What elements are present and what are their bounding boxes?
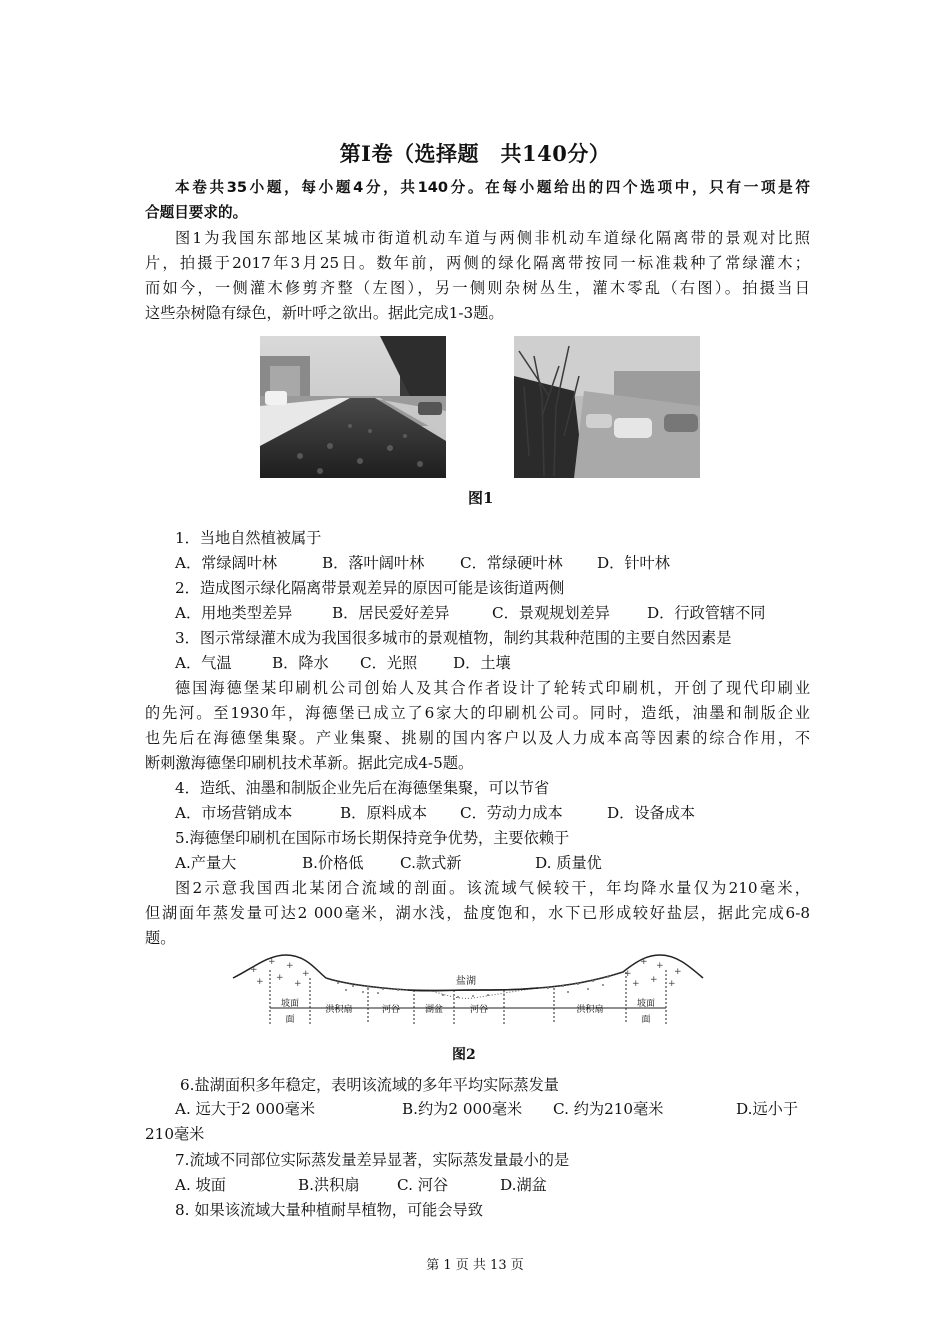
zone-label-slope-left: 坡面 [280, 999, 300, 1009]
figure2-cross-section [228, 950, 708, 1032]
q6-option-d: D.远小于 [736, 1100, 799, 1118]
passage2-line-3: 也先后在海德堡集聚。产业集聚、挑剔的国内客户以及人力成本高等因素的综合作用，不 [145, 729, 810, 747]
intro-line-1: 本卷共35小题，每小题4分，共140分。在每小题给出的四个选项中，只有一项是符 [175, 179, 810, 196]
figure1-caption: 图1 [468, 489, 494, 507]
svg-text:+: + [640, 957, 648, 967]
q5-option-d: D. 质量优 [535, 854, 602, 872]
q6-option-c: C. 约为210毫米 [553, 1100, 664, 1118]
intro-line-2: 合题目要求的。 [145, 204, 248, 221]
q6-stem: 6.盐湖面积多年稳定，表明该流域的多年平均实际蒸发量 [180, 1076, 559, 1094]
q5-option-c: C.款式新 [400, 854, 462, 872]
q5-option-a: A.产量大 [175, 854, 237, 872]
q1-option-a: A．常绿阔叶林 [175, 554, 278, 572]
q3-option-d: D．土壤 [453, 654, 511, 672]
figure2-caption: 图2 [452, 1047, 476, 1063]
passage1-line-4: 这些杂树隐有绿色，新叶呼之欲出。据此完成1-3题。 [145, 304, 504, 322]
figure1-left-photo [260, 336, 446, 478]
q4-option-b: B．原料成本 [340, 804, 428, 822]
svg-text:+: + [624, 969, 632, 979]
q2-option-c: C．景观规划差异 [492, 604, 610, 622]
svg-text:+: + [674, 967, 682, 977]
passage3-line-2: 但湖面年蒸发量可达2 000毫米，湖水浅，盐度饱和，水下已形成较好盐层，据此完成6-8 [145, 904, 810, 922]
page-footer: 第 1 页 共 13 页 [426, 1258, 524, 1273]
q4-option-a: A．市场营销成本 [175, 804, 293, 822]
q7-stem: 7.流域不同部位实际蒸发量差异显著，实际蒸发量最小的是 [175, 1151, 570, 1169]
zone-label-valley-right: 河谷 [469, 1005, 489, 1015]
zone-label-valley-left: 河谷 [381, 1005, 401, 1015]
q6-option-d-wrap: 210毫米 [145, 1125, 205, 1143]
passage3-line-1: 图2示意我国西北某闭合流域的剖面。该流域气候较干，年均降水量仅为210毫米， [175, 879, 810, 897]
zone-label-lake-basin: 湖盆 [424, 1005, 444, 1015]
svg-text:+: + [268, 957, 276, 967]
q4-option-d: D．设备成本 [607, 804, 696, 822]
q7-option-a: A. 坡面 [175, 1176, 226, 1194]
passage1-line-3: 而如今，一侧灌木修剪齐整（左图），另一侧则杂树丛生，灌木零乱（右图）。拍摄当日 [145, 279, 810, 297]
lake-label: 盐湖 [456, 976, 476, 987]
svg-text:+: + [650, 975, 658, 985]
q1-option-c: C．常绿硬叶林 [460, 554, 563, 572]
q2-option-d: D．行政管辖不同 [647, 604, 766, 622]
q3-option-b: B．降水 [272, 654, 329, 672]
q4-stem: 4．造纸、油墨和制版企业先后在海德堡集聚，可以节省 [175, 779, 550, 797]
svg-text:+: + [656, 961, 664, 971]
q3-option-a: A．气温 [175, 654, 232, 672]
passage2-line-2: 的先河。至1930年，海德堡已成立了6家大的印刷机公司。同时，造纸，油墨和制版企业 [145, 704, 810, 722]
svg-text:+: + [632, 979, 640, 989]
q4-option-c: C．劳动力成本 [460, 804, 563, 822]
q2-stem: 2．造成图示绿化隔离带景观差异的原因可能是该街道两侧 [175, 579, 565, 597]
q5-option-b: B.价格低 [302, 854, 364, 872]
passage3-line-3: 题。 [145, 929, 176, 947]
svg-text:+: + [294, 979, 302, 989]
q7-option-d: D.湖盆 [500, 1176, 547, 1194]
zone-label-fan-left: 洪积扇 [325, 1005, 353, 1015]
svg-text:面: 面 [285, 1015, 295, 1025]
q6-option-a: A. 远大于2 000毫米 [175, 1100, 316, 1118]
figure1-right-photo [514, 336, 700, 478]
passage2-line-4: 断刺激海德堡印刷机技术革新。据此完成4-5题。 [145, 754, 474, 772]
svg-text:+: + [286, 961, 294, 971]
passage1-line-2: 片，拍摄于2017年3月25日。数年前，两侧的绿化隔离带按同一标准栽种了常绿灌木； [145, 254, 810, 272]
q3-option-c: C．光照 [360, 654, 418, 672]
section-title: 第Ⅰ卷（选择题 共140分） [339, 141, 611, 166]
lake-surface-line [408, 988, 538, 990]
passage2-line-1: 德国海德堡某印刷机公司创始人及其合作者设计了轮转式印刷机，开创了现代印刷业 [175, 679, 810, 697]
svg-text:+: + [250, 965, 258, 975]
q7-option-b: B.洪积扇 [298, 1176, 360, 1194]
passage1-line-1: 图1为我国东部地区某城市街道机动车道与两侧非机动车道绿化隔离带的景观对比照 [175, 229, 810, 247]
q2-option-a: A．用地类型差异 [175, 604, 293, 622]
q1-option-b: B．落叶阔叶林 [322, 554, 425, 572]
q2-option-b: B．居民爱好差异 [332, 604, 450, 622]
q3-stem: 3．图示常绿灌木成为我国很多城市的景观植物，制约其栽种范围的主要自然因素是 [175, 629, 732, 647]
q1-option-d: D．针叶林 [597, 554, 670, 572]
q5-stem: 5.海德堡印刷机在国际市场长期保持竞争优势，主要依赖于 [175, 829, 570, 847]
q1-stem: 1．当地自然植被属于 [175, 529, 322, 547]
zone-label-slope-right: 坡面 [636, 999, 656, 1009]
q8-stem: 8. 如果该流域大量种植耐旱植物，可能会导致 [175, 1201, 483, 1219]
svg-text:+: + [276, 973, 284, 983]
svg-text:+: + [668, 979, 676, 989]
svg-text:+: + [302, 969, 310, 979]
q6-option-b: B.约为2 000毫米 [402, 1100, 523, 1118]
svg-text:+: + [256, 977, 264, 987]
q7-option-c: C. 河谷 [397, 1176, 449, 1194]
svg-text:面: 面 [641, 1015, 651, 1025]
zone-label-fan-right: 洪积扇 [576, 1005, 604, 1015]
